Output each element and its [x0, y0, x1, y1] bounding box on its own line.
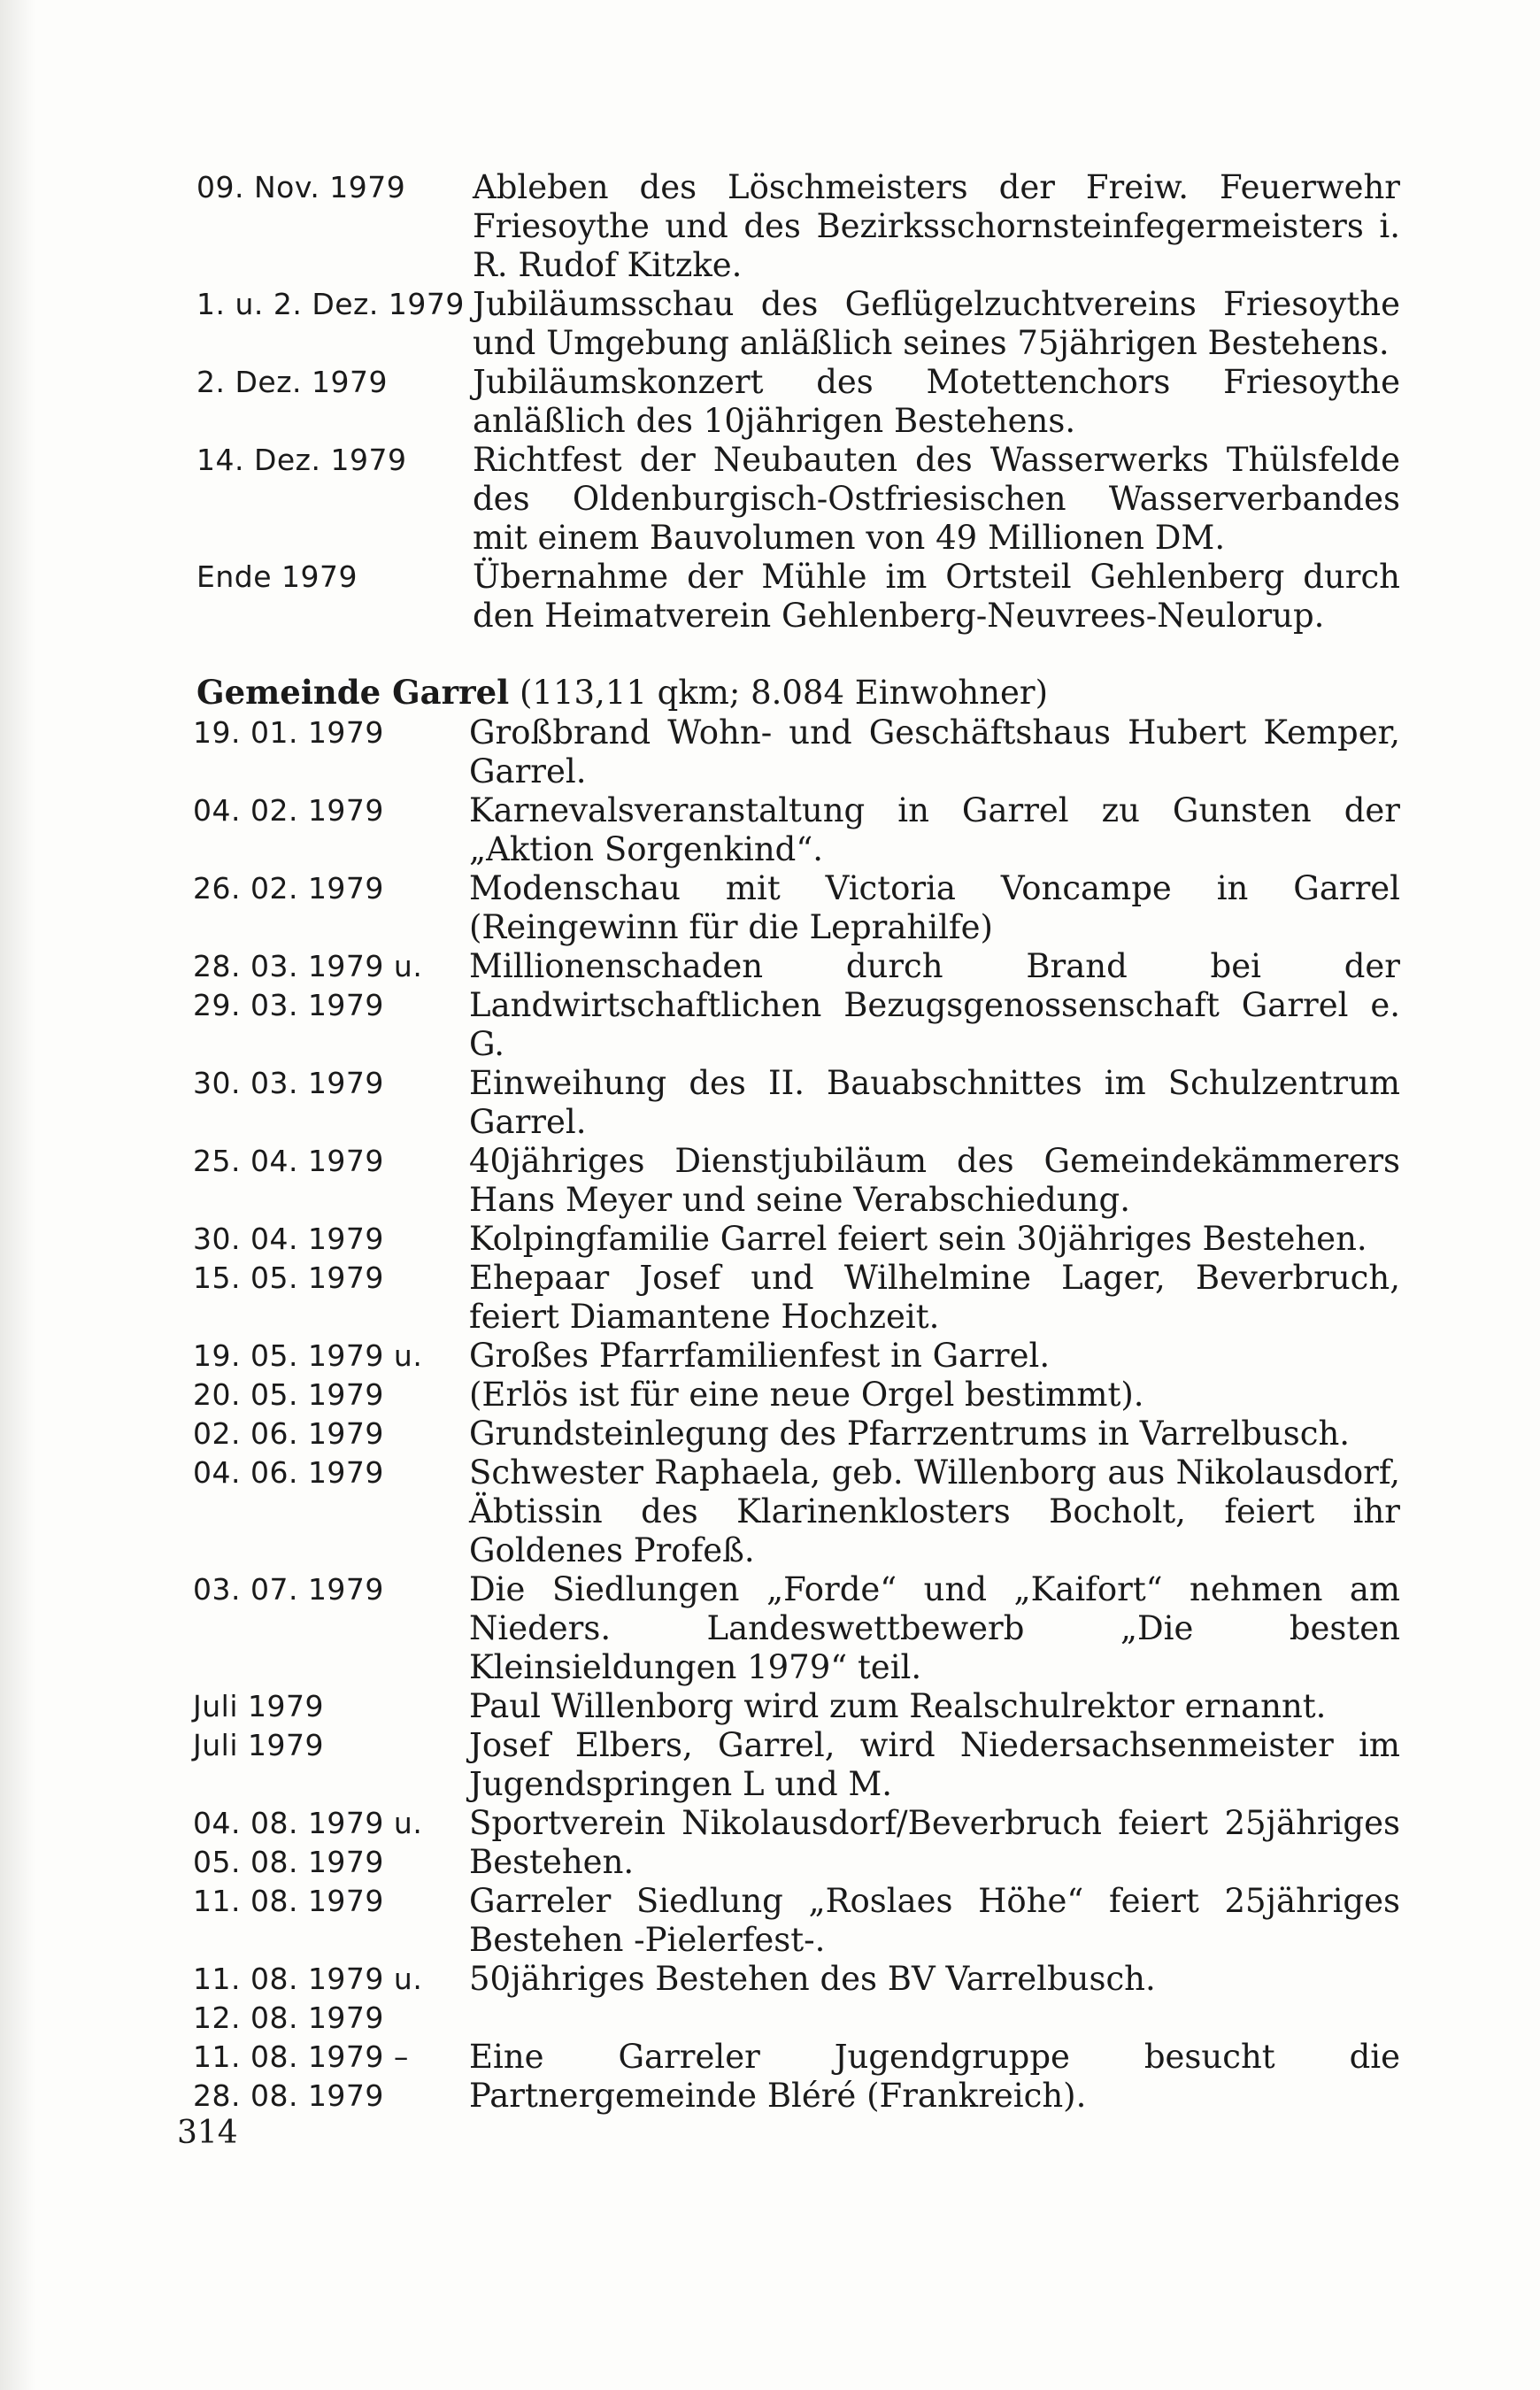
- entry-text: Grundsteinlegung des Pfarrzentrums in Varrelbusch.: [469, 1415, 1351, 1453]
- entry-text: Übernahme der Mühle im Ortsteil Gehlenberg durch den Heimatverein Gehlenberg-Neuvrees-Neulorup.: [473, 558, 1400, 635]
- entry-text: Millionenschaden durch Brand bei der Landwirtschaftlichen Bezugsgenossenschaft Garrel e. G.: [469, 947, 1400, 1063]
- section-name: Gemeinde Garrel: [196, 673, 510, 712]
- entry-text: Die Siedlungen „Forde“ und „Kaifort“ nehmen am Nieders. Landeswettbewerb „Die besten Kleinsieldungen 1979“ teil.: [469, 1570, 1400, 1686]
- entry-date: 14. Dez. 1979: [196, 443, 407, 477]
- entry-date: Juli 1979: [193, 1689, 324, 1723]
- chronicle-entry: [193, 1960, 1400, 2038]
- entry-text: Großbrand Wohn- und Geschäftshaus Hubert Kemper, Garrel.: [469, 713, 1400, 790]
- chronicle-entry: [196, 285, 1400, 363]
- chronicle-entry: [196, 363, 1400, 441]
- chronicle-entry: [193, 1804, 1400, 1882]
- chronicle-entry: [193, 947, 1400, 1064]
- chronicle-entry: [193, 1882, 1400, 1960]
- entry-text: Sportverein Nikolausdorf/Beverbruch feiert 25jähriges Bestehen.: [469, 1804, 1400, 1881]
- entry-date: 2. Dez. 1979: [196, 365, 388, 399]
- chronicle-entry: [193, 1570, 1400, 1687]
- entry-date: 25. 04. 1979: [193, 1144, 384, 1178]
- chronicle-entry: [193, 1453, 1400, 1570]
- chronicle-entry: [193, 1220, 1400, 1259]
- entry-text: Kolpingfamilie Garrel feiert sein 30jähriges Bestehen.: [469, 1220, 1367, 1258]
- entry-text: Garreler Siedlung „Roslaes Höhe“ feiert 25jähriges Bestehen -Pielerfest-.: [469, 1882, 1400, 1959]
- chronicle-entry: [193, 1259, 1400, 1337]
- entry-date: 11. 08. 1979: [193, 1884, 384, 1918]
- section-info: (113,11 qkm; 8.084 Einwohner): [520, 674, 1049, 712]
- chronicle-entry: [196, 558, 1400, 636]
- chronicle-entry: [193, 713, 1400, 791]
- entry-text: Modenschau mit Victoria Voncampe in Garrel (Reingewinn für die Leprahilfe): [469, 869, 1400, 946]
- chronicle-entry: [196, 168, 1400, 285]
- entry-text: Jubiläumskonzert des Motettenchors Friesoythe anläßlich des 10jährigen Bestehens.: [473, 363, 1400, 440]
- entry-date: 09. Nov. 1979: [196, 170, 406, 204]
- entry-date: 04. 02. 1979: [193, 793, 384, 828]
- entry-date: 04. 08. 1979 u. 05. 08. 1979: [193, 1806, 423, 1879]
- chronicle-entry: [193, 869, 1400, 947]
- entry-text: Karnevalsveranstaltung in Garrel zu Gunsten der „Aktion Sorgenkind“.: [469, 791, 1400, 868]
- entry-date: 11. 08. 1979 u. 12. 08. 1979: [193, 1962, 423, 2035]
- chronicle-entry: [193, 2038, 1400, 2116]
- page-number: 314: [177, 2115, 238, 2151]
- chronicle-entry: [193, 1064, 1400, 1142]
- chronicle-entry: [193, 1415, 1400, 1453]
- entry-text: Richtfest der Neubauten des Wasserwerks Thülsfelde des Oldenburgisch-Ostfriesischen Wasserverbandes mit einem Bauvolumen von 49 Millionen DM.: [473, 441, 1400, 557]
- entry-text: Josef Elbers, Garrel, wird Niedersachsenmeister im Jugendspringen L und M.: [469, 1726, 1400, 1803]
- entry-text: Ableben des Löschmeisters der Freiw. Feuerwehr Friesoythe und des Bezirksschornsteinfegermeisters i. R. Rudof Kitzke.: [473, 168, 1400, 284]
- entry-text: Eine Garreler Jugendgruppe besucht die Partnergemeinde Bléré (Frankreich).: [469, 2038, 1400, 2115]
- entry-text: Schwester Raphaela, geb. Willenborg aus Nikolausdorf, Äbtissin des Klarinenklosters Bocholt, feiert ihr Goldenes Profeß.: [469, 1453, 1400, 1569]
- entry-text: Ehepaar Josef und Wilhelmine Lager, Beverbruch, feiert Diamantene Hochzeit.: [469, 1259, 1400, 1336]
- chronicle-list-friesoythe: [196, 168, 1400, 636]
- chronicle-entry: [193, 1687, 1400, 1726]
- entry-date: 26. 02. 1979: [193, 871, 384, 906]
- entry-text: 40jähriges Dienstjubiläum des Gemeindekämmerers Hans Meyer und seine Verabschiedung.: [469, 1142, 1400, 1219]
- entry-date: 19. 05. 1979 u. 20. 05. 1979: [193, 1338, 423, 1412]
- chronicle-entry: [196, 441, 1400, 558]
- entry-date: 02. 06. 1979: [193, 1416, 384, 1451]
- entry-date: Ende 1979: [196, 559, 358, 594]
- entry-date: Juli 1979: [193, 1728, 324, 1762]
- entry-text: Großes Pfarrfamilienfest in Garrel. (Erlös ist für eine neue Orgel bestimmt).: [469, 1337, 1144, 1414]
- chronicle-entry: [193, 1726, 1400, 1804]
- entry-date: 30. 04. 1979: [193, 1222, 384, 1256]
- entry-text: Jubiläumsschau des Geflügelzuchtvereins Friesoythe und Umgebung anläßlich seines 75jährigen Bestehens.: [473, 285, 1400, 362]
- page-fold-shadow: [0, 0, 35, 2390]
- entry-text: 50jähriges Bestehen des BV Varrelbusch.: [469, 1960, 1156, 1998]
- entry-date: 19. 01. 1979: [193, 715, 384, 750]
- entry-text: Paul Willenborg wird zum Realschulrektor ernannt.: [469, 1687, 1327, 1725]
- chronicle-entry: [193, 791, 1400, 869]
- section-heading: [196, 673, 1048, 713]
- entry-date: 15. 05. 1979: [193, 1261, 384, 1295]
- entry-text: Einweihung des II. Bauabschnittes im Schulzentrum Garrel.: [469, 1064, 1400, 1141]
- entry-date: 28. 03. 1979 u. 29. 03. 1979: [193, 949, 423, 1022]
- chronicle-list-garrel: [193, 713, 1400, 2116]
- chronicle-entry: [193, 1337, 1400, 1415]
- entry-date: 30. 03. 1979: [193, 1066, 384, 1100]
- entry-date: 1. u. 2. Dez. 1979: [196, 287, 465, 321]
- chronicle-entry: [193, 1142, 1400, 1220]
- entry-date: 04. 06. 1979: [193, 1455, 384, 1490]
- entry-date: 03. 07. 1979: [193, 1572, 384, 1607]
- entry-date: 11. 08. 1979 – 28. 08. 1979: [193, 2039, 409, 2113]
